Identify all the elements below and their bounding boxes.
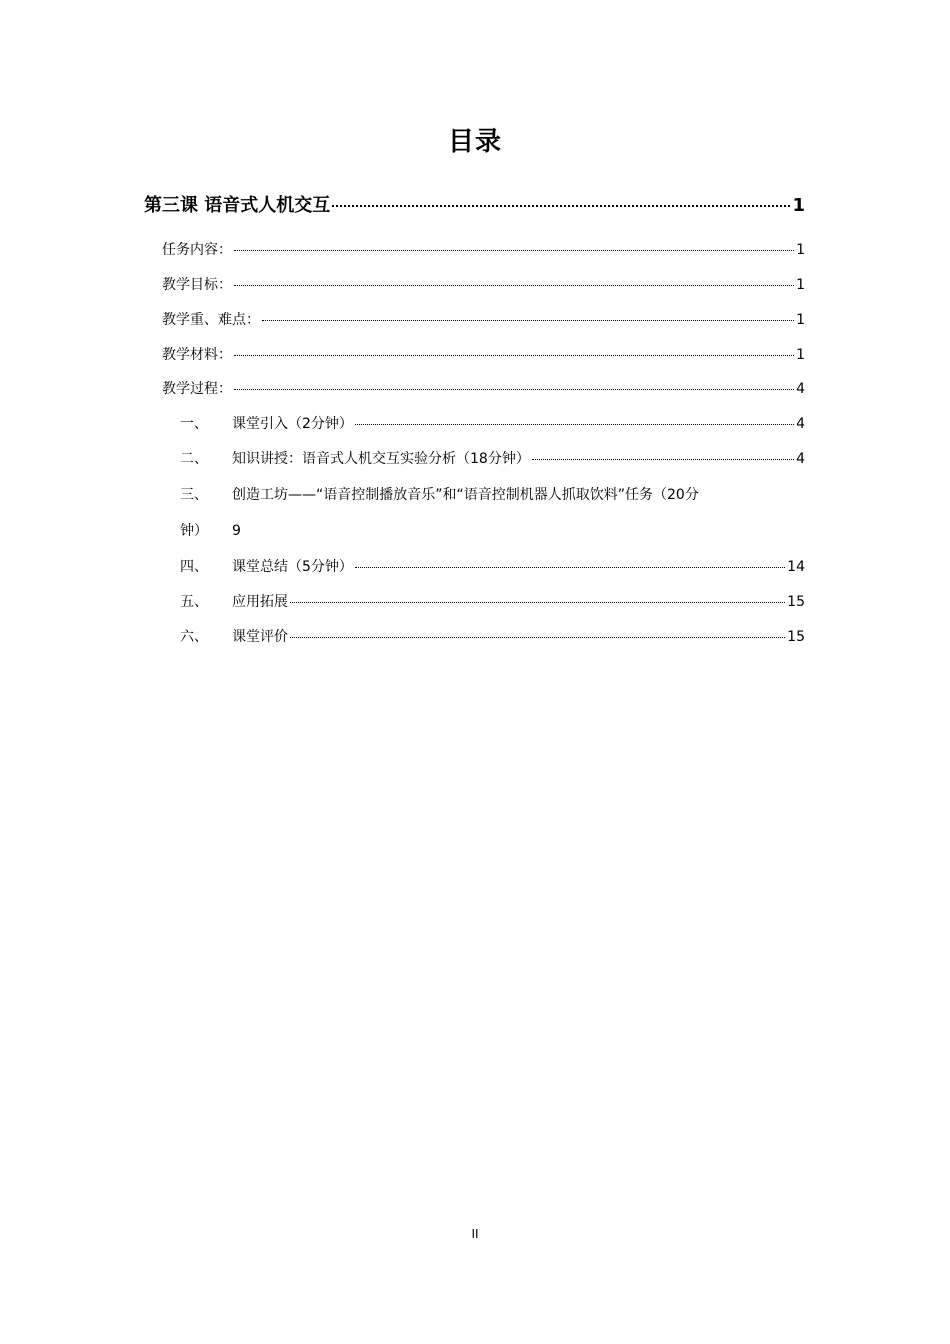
toc-entry-workshop-cont[interactable] [180, 521, 805, 541]
toc-entry-chapter[interactable] [144, 193, 805, 219]
toc-entry-teaching-process[interactable] [162, 379, 805, 399]
toc-entry-intro[interactable] [180, 414, 805, 434]
toc-entry-page: 1 [792, 195, 805, 216]
toc-entry-number: 二、 [180, 451, 208, 467]
toc-entry-summary[interactable] [180, 557, 805, 577]
toc-entry-page: 4 [796, 451, 805, 467]
toc-entry-teaching-goals[interactable] [162, 275, 805, 295]
toc-leader-dots [532, 459, 794, 460]
toc-leader-dots [332, 205, 790, 207]
toc-entry-page: 1 [796, 347, 805, 363]
toc-entry-label: 任务内容： [162, 242, 232, 258]
toc-entry-page: 1 [796, 312, 805, 328]
toc-entry-label: 课堂评价 [232, 629, 288, 645]
toc-leader-dots [355, 567, 785, 568]
toc-entry-number: 四、 [180, 559, 208, 575]
toc-entry-evaluation[interactable] [180, 627, 805, 647]
toc-entry-teaching-materials[interactable] [162, 345, 805, 365]
toc-entry-page: 1 [796, 277, 805, 293]
toc-entry-page: 1 [796, 242, 805, 258]
toc-entry-number: 六、 [180, 629, 208, 645]
page-title: 目录 [447, 127, 502, 157]
toc-entry-page: 14 [787, 559, 805, 575]
toc-leader-dots [234, 389, 794, 390]
toc-leader-dots [234, 355, 794, 356]
page-number: II [471, 1227, 479, 1241]
toc-leader-dots [234, 250, 794, 251]
toc-entry-label: 课堂引入（2分钟） [232, 416, 353, 432]
toc-entry-number: 三、 [180, 487, 208, 503]
toc-leader-dots [262, 320, 794, 321]
toc-entry-label: 知识讲授：语音式人机交互实验分析（18分钟） [232, 451, 530, 467]
toc-entry-label-cont: 钟） [180, 523, 208, 539]
toc-entry-label: 教学材料： [162, 347, 232, 363]
toc-leader-dots [234, 285, 794, 286]
toc-entry-number: 一、 [180, 416, 208, 432]
toc-entry-page: 15 [787, 629, 805, 645]
toc-entry-lecture[interactable] [180, 449, 805, 469]
toc-leader-dots [355, 424, 794, 425]
toc-entry-label: 课堂总结（5分钟） [232, 559, 353, 575]
toc-entry-label: 教学目标： [162, 277, 232, 293]
toc-entry-label: 第三课 语音式人机交互 [144, 195, 331, 216]
toc-entry-label: 创造工坊——“语音控制播放音乐”和“语音控制机器人抓取饮料”任务（20分 [232, 487, 699, 503]
toc-entry-extension[interactable] [180, 592, 805, 612]
toc-entry-page: 4 [796, 416, 805, 432]
toc-entry-page: 15 [787, 594, 805, 610]
toc-leader-dots [290, 602, 785, 603]
toc-entry-task-content[interactable] [162, 240, 805, 260]
toc-entry-label: 教学过程： [162, 381, 232, 397]
toc-entry-workshop[interactable] [180, 485, 805, 505]
toc-leader-dots [290, 637, 785, 638]
toc-entry-page: 4 [796, 381, 805, 397]
toc-entry-number: 五、 [180, 594, 208, 610]
toc-entry-key-points[interactable] [162, 310, 805, 330]
toc-entry-label: 教学重、难点： [162, 312, 260, 328]
toc-entry-page: 9 [232, 523, 241, 539]
toc-entry-label: 应用拓展 [232, 594, 288, 610]
